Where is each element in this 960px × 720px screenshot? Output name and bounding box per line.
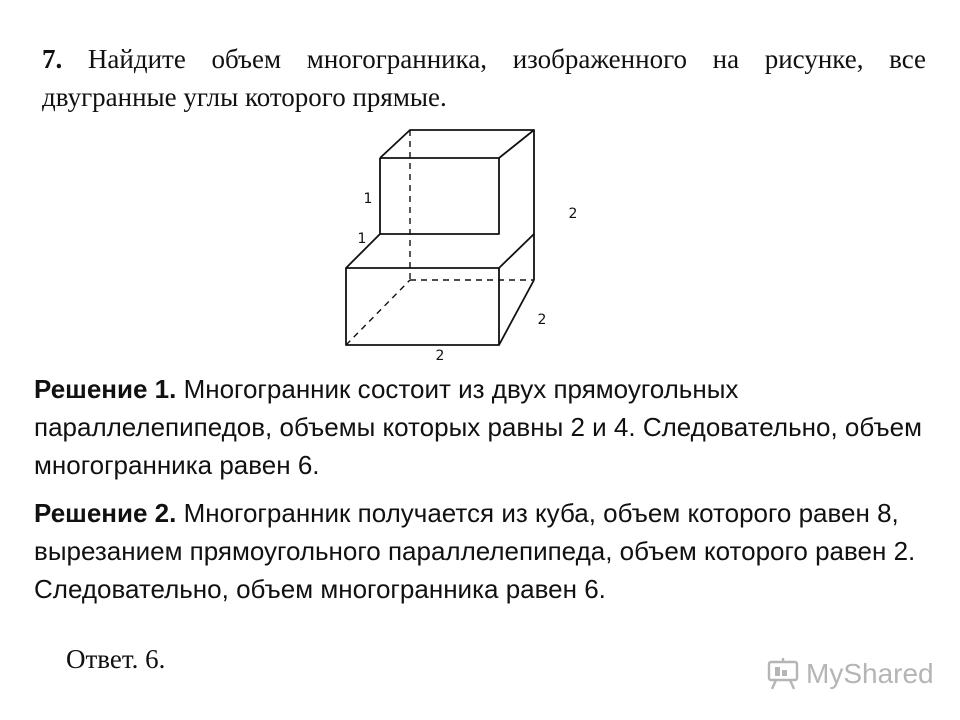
right-lower-diagonal <box>499 280 534 345</box>
solution-1-text: Многогранник состоит из двух прямоугольных параллелепипедов, объемы которых равны 2 и 4. Следовательно, объем многогранника равен 6. <box>34 374 922 480</box>
label-upper-left: 1 <box>363 191 373 207</box>
answer: Ответ. 6. <box>66 644 166 674</box>
top-face <box>380 130 534 158</box>
solution-2 <box>34 494 934 608</box>
label-right-height: 2 <box>568 206 578 222</box>
step-face <box>346 234 534 268</box>
polyhedron-figure <box>330 124 600 370</box>
label-depth: 2 <box>537 312 547 328</box>
presentation-board-icon <box>766 657 800 691</box>
polyhedron-drawing <box>330 124 600 370</box>
watermark-text: MyShared <box>806 658 934 689</box>
watermark <box>766 654 934 694</box>
top-front-face <box>380 158 499 234</box>
problem-text: Найдите объем многогранника, изображенного на рисунке, все двугранные углы которого прямые. <box>42 44 926 112</box>
hidden-depth-edge <box>346 280 410 345</box>
problem-number: 7. <box>42 44 63 74</box>
solution-1-label: Решение 1. <box>34 374 177 404</box>
problem-statement <box>42 40 926 116</box>
label-lower-left: 1 <box>357 231 367 247</box>
solution-1 <box>34 370 934 484</box>
solution-2-label: Решение 2. <box>34 498 177 528</box>
label-bottom-width: 2 <box>435 348 445 364</box>
solution-2-text: Многогранник получается из куба, объем которого равен 8, вырезанием прямоугольного параллелепипеда, объем которого равен 2. Следовательно, объем многогранника равен 6. <box>34 498 916 604</box>
